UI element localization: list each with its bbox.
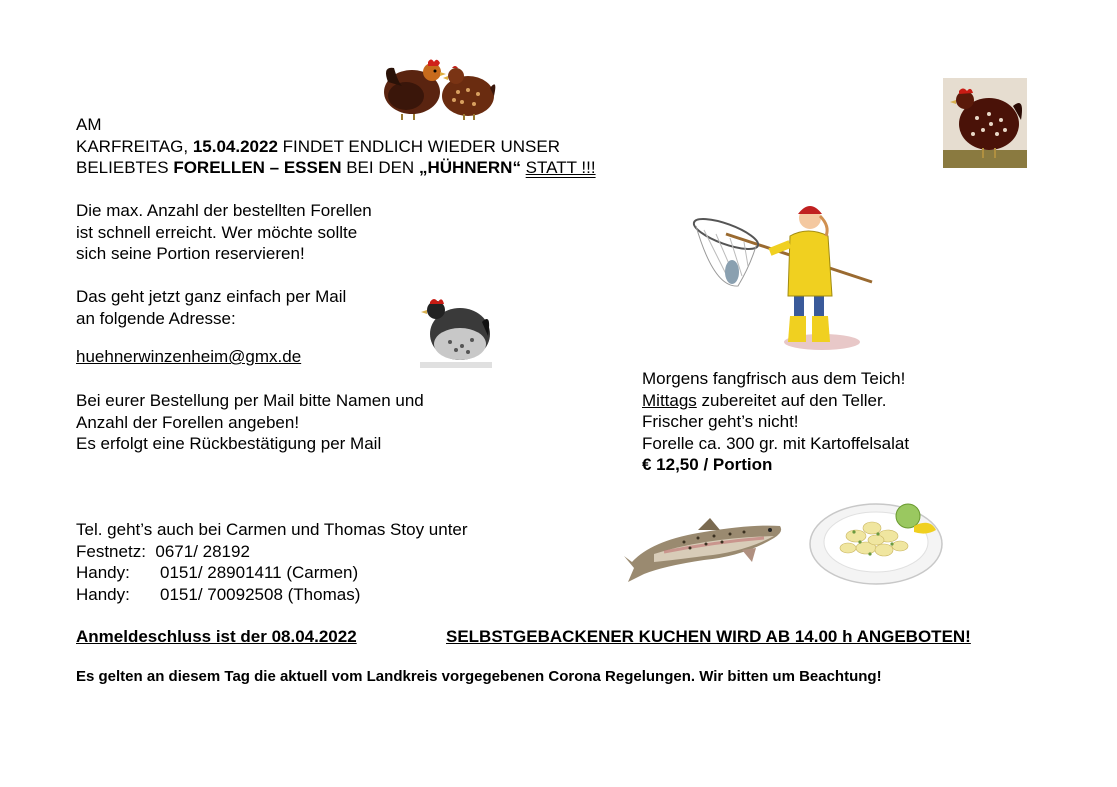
event-date: 15.04.2022 [192,136,278,156]
host-name: „HÜHNERN“ [418,158,521,177]
festnetz-label: Festnetz: [76,541,146,561]
intro-text [76,200,372,265]
offer-line-2-rest: zubereitet auf den Teller. [696,390,887,410]
chicken-photo-icon [943,78,1027,168]
cake-notice: SELBSTGEBACKENER KUCHEN WIRD AB 14.00 h ANGEBOTEN! [446,627,971,646]
mail-intro [76,286,346,329]
price: € 12,50 / Portion [642,455,773,474]
order-info-line-2: Anzahl der Forellen angeben! [76,412,300,432]
heading-line-3-mid: BEI DEN [341,158,419,177]
event-name: FORELLEN – ESSEN [173,158,342,177]
offer-line-1: Morgens fangfrisch aus dem Teich! [642,369,906,388]
heading-statt: STATT !!! [525,158,596,177]
offer-line-3: Frischer geht’s nicht! [642,412,799,431]
heading-line-3-pre: BELIEBTES [76,158,174,177]
email-link[interactable]: huehnerwinzenheim@gmx.de [76,347,302,366]
handy1-row [76,562,468,584]
contact-line-1: Tel. geht’s auch bei Carmen und Thomas Stoy unter [76,520,468,539]
potato-salad-plate-icon [808,492,948,588]
heading-line-2-pre: KARFREITAG, [76,136,193,156]
contact [76,519,468,605]
heading [76,114,596,179]
mail-intro-line-2: an folgende Adresse: [76,308,236,328]
trout-fish-icon [624,504,788,584]
handy2-label: Handy: [76,584,130,604]
two-chickens-icon [380,52,502,122]
chicken-icon [420,292,492,368]
handy2-number: 0151/ 70092508 (Thomas) [160,584,361,604]
intro-line-1: Die max. Anzahl der bestellten Forellen [76,201,372,220]
order-info [76,390,424,455]
festnetz-number: 0671/ 28192 [155,541,250,561]
heading-am: AM [76,115,102,134]
festnetz-row [76,541,468,563]
offer-line-2 [642,390,909,412]
offer-mittags: Mittags [642,390,697,410]
offer-line-4: Forelle ca. 300 gr. mit Kartoffelsalat [642,433,910,453]
intro-line-2: ist schnell erreicht. Wer möchte sollte [76,222,358,242]
heading-line-3 [76,157,596,179]
handy1-number: 0151/ 28901411 (Carmen) [160,563,359,582]
intro-line-3: sich seine Portion reservieren! [76,244,305,263]
handy2-row [76,584,468,606]
email-wrapper [76,346,301,368]
order-info-line-3: Es erfolgt eine Rückbestätigung per Mail [76,434,382,453]
angler-with-net-icon [690,196,880,356]
deadline: Anmeldeschluss ist der 08.04.2022 [76,627,357,646]
heading-line-2-post: FINDET ENDLICH WIEDER UNSER [277,136,561,156]
offer [642,368,909,476]
mail-intro-line-1: Das geht jetzt ganz einfach per Mail [76,287,347,306]
handy1-label: Handy: [76,563,130,582]
heading-line-2 [76,136,596,158]
corona-notice: Es gelten an diesem Tag die aktuell vom Landkreis vorgegebenen Corona Regelungen. Wir bitten um Beachtung! [76,668,882,685]
order-info-line-1: Bei eurer Bestellung per Mail bitte Namen und [76,391,424,410]
